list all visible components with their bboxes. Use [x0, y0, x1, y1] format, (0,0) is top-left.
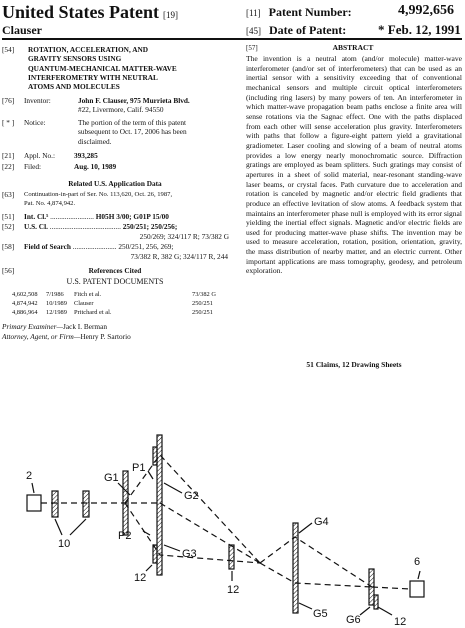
- leader-line: [164, 545, 180, 551]
- label-p2: P2: [118, 530, 132, 542]
- int-cl-field: [51] Int. Cl.⁵ ........................ H05H 3/00; G01P 15/00: [2, 212, 169, 221]
- grating-g1: [123, 471, 128, 535]
- phase-plate-p1: [153, 447, 157, 465]
- date-of-patent: * Feb. 12, 1991: [378, 22, 461, 37]
- reference-row: 4,874,942 10/1989 Clauser 250/251: [12, 300, 213, 307]
- phase-plate-p2: [153, 545, 157, 563]
- label-source: 2: [26, 470, 33, 482]
- collimating-slit: [52, 491, 58, 517]
- label-g2: G2: [184, 490, 199, 502]
- label-10: 10: [58, 538, 71, 550]
- detector: [410, 581, 424, 597]
- label-12: 12: [134, 572, 147, 584]
- notice-field: [ * ] Notice:: [2, 118, 46, 127]
- grating-g2-g3: [157, 435, 162, 575]
- interferometer-figure: [0, 395, 465, 628]
- leader-line: [299, 523, 312, 533]
- inventor-field: [76] Inventor:: [2, 96, 51, 105]
- label-g5: G5: [313, 608, 328, 620]
- patent-office-title: United States Patent [19]: [2, 2, 178, 22]
- beam-path-exit: [372, 587, 410, 589]
- leader-line: [70, 519, 86, 535]
- patent-number: 4,992,656: [398, 3, 454, 18]
- grating-g6: [369, 569, 374, 605]
- label-p1: P1: [132, 462, 146, 474]
- leader-line: [164, 483, 182, 493]
- collimating-slit: [83, 491, 89, 517]
- date-of-patent-label: [45] Date of Patent:: [246, 23, 347, 37]
- beam-path-middle: [160, 503, 260, 563]
- atom-source: [27, 495, 41, 511]
- leader-line: [360, 607, 370, 615]
- reference-row: 4,886,964 12/1989 Pritchard et al. 250/251: [12, 309, 213, 316]
- us-cl-field: [52] U.S. Cl. ....................................... 250/251; 250/256;: [2, 222, 178, 231]
- leader-line: [32, 483, 34, 493]
- beam-path-recombine-lower: [260, 563, 372, 587]
- patent-title: ROTATION, ACCELERATION, AND GRAVITY SENSORS USING QUANTUM-MECHANICAL MATTER-WAVE INTERFEROMETRY WITH NEUTRAL ATOMS AND MOLECULES: [28, 45, 177, 92]
- us-patent-documents-heading: U.S. PATENT DOCUMENTS: [66, 277, 164, 286]
- leader-line: [55, 519, 62, 535]
- mask-12: [229, 545, 234, 569]
- field-of-search-continued: 73/382 R, 382 G; 324/117 R, 244: [130, 252, 228, 261]
- beam-path-recombine: [260, 537, 372, 587]
- filed-field: [22] Filed: Aug. 10, 1989: [2, 162, 117, 171]
- related-data-heading: Related U.S. Application Data: [68, 179, 162, 188]
- inventor-value: John F. Clauser, 975 Murrieta Blvd. #22, Livermore, Calif. 94550: [78, 96, 190, 115]
- label-detector: 6: [414, 556, 421, 568]
- label-12: 12: [227, 584, 240, 596]
- reference-row: 4,602,508 7/1986 Fitch et al. 73/382 G: [12, 291, 216, 298]
- leader-line: [299, 603, 312, 609]
- references-code: [56]: [2, 266, 15, 275]
- label-12: 12: [394, 616, 407, 628]
- label-g1: G1: [104, 472, 119, 484]
- continuation-code: [63]: [2, 190, 15, 199]
- mask-12-right: [374, 595, 378, 609]
- grating-g4-g5: [293, 523, 298, 613]
- title-code: [54]: [2, 45, 15, 54]
- leader-line: [418, 571, 420, 579]
- label-g4: G4: [314, 516, 329, 528]
- us-cl-continued: 250/269; 324/117 R; 73/382 G: [139, 232, 229, 241]
- abstract-heading: [57] ABSTRACT: [246, 43, 374, 52]
- abstract-text: The invention is a neutral atom (and/or molecule) matter-wave interferometer (and/or set of interferometers) that can be used as an inertial sensor with a sensitivity exceeding that of conventional mechanical sensors and multiple circuit optical interferometers (including ring lasers) by many powers of ten. An interferometer in which matter-wave propagation beam paths enclose a finite area will sense rotations via the Sagnac effect. One with the paths displaced from each other will sense acceleration plus gravity. Interferometers with paths that follow a figure-eight pattern yield a gravitational gradiometer. Laser cooling and slowing of a beam of neutral atoms provides a low energy nearly monochromatic source. Diffraction gratings are employed as beam splitters. Such gratings may consist of apertures in a sheet of solid material, near-resonant standing-wave laser beams, or crystal faces. Path curvature due to acceleration and rotation is canceled by magnetic and/or electric field gradients that produce an effective levitation of slow atoms. A feedback system that maintains an interferometer phase null is employed with its error signal yielding the inertial effect signals. Magnetic and/or electric fields are used for producing matter-wave phase shifts. The invention may be used to measure acceleration, rotation, position, orientation, gravity, the mass distribution of nearby matter, and an electric current. Other important applications are mass tomography, geodesy, and petroleum exploration.: [246, 54, 462, 276]
- notice-value: The portion of the term of this patent subsequent to Oct. 17, 2006 has been disclaimed.: [78, 118, 187, 146]
- leader-line: [148, 471, 153, 479]
- leader-line: [143, 531, 150, 535]
- leader-line: [146, 565, 152, 571]
- label-g6: G6: [346, 614, 361, 626]
- patent-number-label: [11] Patent Number:: [246, 5, 352, 19]
- examiner-block: Primary Examiner—Jack I. Berman Attorney, Agent, or Firm—Henry P. Sartorio: [2, 322, 131, 341]
- bibliographic-column: [0, 0, 240, 400]
- claims-sheets: 51 Claims, 12 Drawing Sheets: [306, 360, 402, 369]
- inventor-surname: Clauser: [2, 23, 42, 37]
- field-of-search: [58] Field of Search ........................ 250/251, 256, 269;: [2, 242, 174, 251]
- label-g3: G3: [182, 548, 197, 560]
- leader-line: [378, 607, 392, 615]
- continuation-value: Continuation-in-part of Ser. No. 113,620, Oct. 26, 1987, Pat. No. 4,874,942.: [24, 191, 173, 207]
- references-heading: References Cited: [88, 266, 142, 275]
- appl-no-field: [21] Appl. No.: 393,285: [2, 151, 98, 160]
